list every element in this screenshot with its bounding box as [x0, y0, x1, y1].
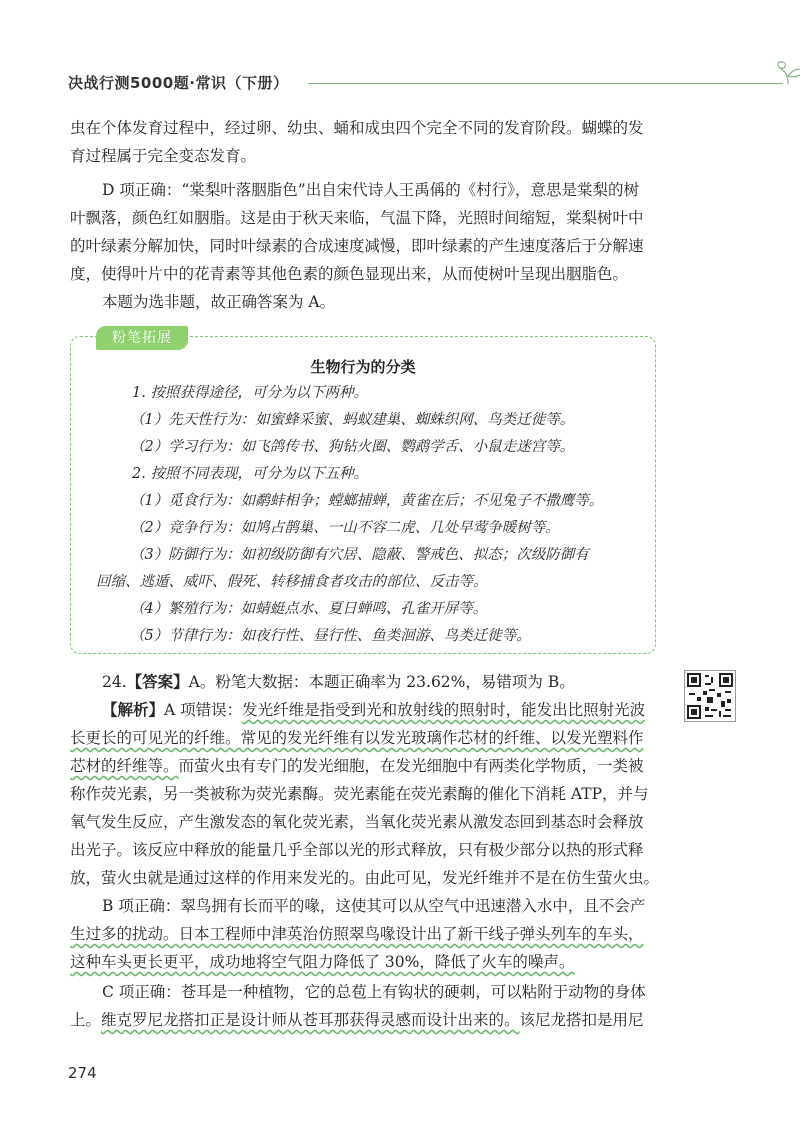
- box-line: （2）学习行为：如飞鸽传书、狗钻火圈、鹦鹉学舌、小鼠走迷宫等。: [130, 439, 575, 455]
- box-line: 2. 按照不同表现，可分为以下五种。: [132, 466, 368, 482]
- answer-line: [70, 668, 730, 696]
- analysis-line: [70, 948, 730, 976]
- box-line: （1）先天性行为：如蜜蜂采蜜、蚂蚁建巢、蜘蛛织网、鸟类迁徙等。: [130, 412, 575, 428]
- page-number: 274: [68, 1064, 97, 1082]
- answer-number: 24.: [102, 673, 127, 691]
- answer-label: 【答案】: [126, 672, 189, 691]
- analysis-line: 放，萤火虫就是通过这样的作用来发光的。由此可见，发光纤维并不是在仿生萤火虫。: [70, 869, 660, 887]
- analysis-line: 出光子。该反应中释放的能量几乎全部以光的形式释放，只有极少部分以热的形式释: [70, 841, 644, 859]
- analysis-line: B 项正确：翠鸟拥有长而平的喙，这使其可以从空气中迅速潜入水中，且不会产: [102, 897, 646, 915]
- page-header: [68, 68, 748, 98]
- paragraph-line: 的叶绿素分解加快，同时叶绿素的合成速度减慢，即叶绿素的产生速度落后于分解速: [70, 237, 644, 255]
- analysis-text: 而萤火虫有专门的发光细胞，在发光细胞中有两类化学物质，一类被: [178, 757, 644, 775]
- paragraph-line: 度，使得叶片中的花青素等其他色素的颜色显现出来，从而使树叶呈现出胭脂色。: [70, 265, 629, 283]
- underlined-text: 发光纤维是指受到光和放射线的照射时，能发出比照射光波: [242, 701, 646, 719]
- box-line: （3）防御行为：如初级防御有穴居、隐蔽、警戒色、拟态；次级防御有: [130, 547, 589, 563]
- analysis-line: 氧气发生反应，产生激发态的氧化荧光素，当氧化荧光素从激发态回到基态时会释放: [70, 813, 644, 831]
- sprout-icon: [774, 60, 800, 86]
- header-rule: [308, 83, 783, 84]
- underlined-text: 这种车头更长更平，成功地将空气阻力降低了 30%，降低了火车的噪声。: [70, 953, 575, 971]
- box-line: （2）竞争行为：如鸠占鹊巢、一山不容二虎、几处早莺争暖树等。: [130, 520, 560, 536]
- qr-code-icon[interactable]: [684, 670, 736, 722]
- underlined-text: 芯材的纤维等。: [70, 757, 179, 775]
- analysis-line: [70, 1006, 730, 1034]
- extension-tag: 粉笔拓展: [96, 326, 188, 350]
- paragraph-line: 叶飘落，颜色红如胭脂。这是由于秋天来临，气温下降，光照时间缩短，棠梨树叶中: [70, 209, 644, 227]
- paragraph-line: 育过程属于完全变态发育。: [70, 147, 257, 165]
- answer-text: A。粉笔大数据：本题正确率为 23.62%，易错项为 B。: [188, 673, 575, 691]
- box-line: （5）节律行为：如夜行性、昼行性、鱼类洄游、鸟类迁徙等。: [130, 628, 531, 644]
- box-line: 回缩、逃遁、威吓、假死、转移捕食者攻击的部位、反击等。: [96, 574, 488, 590]
- box-line: 1. 按照获得途径，可分为以下两种。: [132, 385, 368, 401]
- box-line: （1）觅食行为：如鹬蚌相争；螳螂捕蝉，黄雀在后；不见兔子不撒鹰等。: [130, 493, 604, 509]
- analysis-line: C 项正确：苍耳是一种植物，它的总苞上有钩状的硬刺，可以粘附于动物的身体: [102, 983, 646, 1001]
- underlined-text: 长更长的可见光的纤维。常见的发光纤维有以发光玻璃作芯材的纤维、以发光塑料作: [70, 729, 644, 747]
- analysis-line: [70, 920, 730, 948]
- extension-title: 生物行为的分类: [310, 358, 416, 376]
- analysis-text: A 项错误：: [164, 701, 243, 719]
- analysis-text: 上。: [70, 1011, 102, 1029]
- underlined-text: 生过多的扰动。日本工程师中津英治仿照翠鸟喙设计出了新干线子弹头列车的车头，: [70, 925, 644, 943]
- paragraph-line: D 项正确：“棠梨叶落胭脂色”出自宋代诗人王禹偁的《村行》，意思是棠梨的树: [102, 181, 639, 199]
- paragraph-line: 本题为选非题，故正确答案为 A。: [102, 293, 336, 311]
- underlined-text: 维克罗尼龙搭扣正是设计师从苍耳那获得灵感而设计出来的。: [101, 1011, 520, 1029]
- paragraph-line: 虫在个体发育过程中，经过卵、幼虫、蛹和成虫四个完全不同的发育阶段。蝴蝶的发: [70, 119, 644, 137]
- analysis-text: 该尼龙搭扣是用尼: [519, 1011, 644, 1029]
- analysis-line: [70, 724, 730, 752]
- analysis-line: [70, 696, 730, 724]
- analysis-label: 【解析】: [102, 700, 165, 719]
- analysis-line: [70, 752, 730, 780]
- box-line: （4）繁殖行为：如蜻蜓点水、夏日蝉鸣、孔雀开屏等。: [130, 601, 488, 617]
- book-title: 决战行测5000题·常识（下册）: [68, 74, 289, 92]
- analysis-line: 称作荧光素，另一类被称为荧光素酶。荧光素能在荧光素酶的催化下消耗 ATP，并与: [70, 785, 649, 803]
